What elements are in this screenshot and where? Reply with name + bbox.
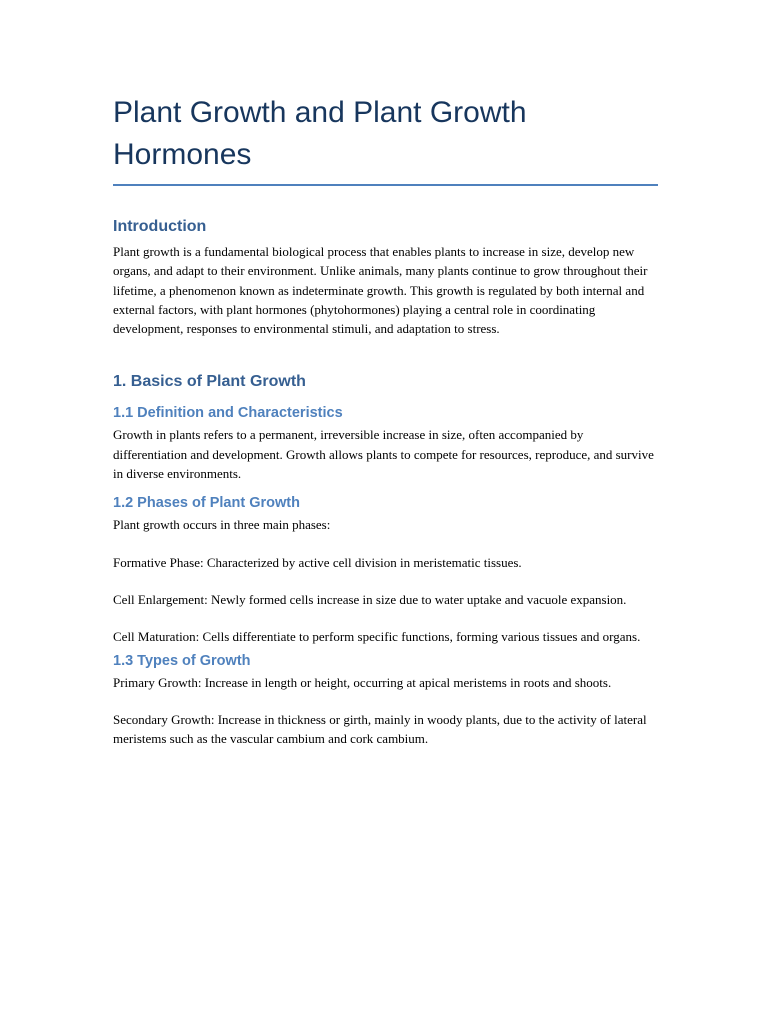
section-1-1-heading: 1.1 Definition and Characteristics [113, 405, 343, 422]
introduction-paragraph: Plant growth is a fundamental biological process that enables plants to increase in size, develop new organs, and adapt to their environment. Unlike animals, many plants continue to grow throughout their lifetime, a phenomenon known as indeterminate growth. This growth is regulated by both internal and external factors, with plant hormones (phytohormones) playing a central role in coordinating development, responses to environmental stimuli, and adaptation to stress. [113, 244, 648, 337]
section-1-2-intro: Plant growth occurs in three main phases: [113, 517, 331, 533]
section-1-2-heading: 1.2 Phases of Plant Growth [113, 495, 300, 512]
document-page [113, 92, 658, 748]
section-1-3-heading: 1.3 Types of Growth [113, 652, 251, 669]
growth-type-secondary: Secondary Growth: Increase in thickness or girth, mainly in woody plants, due to the activity of lateral meristems such as the vascular cambium and cork cambium. [113, 711, 647, 747]
introduction-heading: Introduction [113, 218, 207, 235]
phase-formative: Formative Phase: Characterized by active cell division in meristematic tissues. [113, 554, 522, 570]
phase-cell-enlargement: Cell Enlargement: Newly formed cells increase in size due to water uptake and vacuole expansion. [113, 591, 627, 607]
section-1-heading: 1. Basics of Plant Growth [113, 373, 306, 391]
phase-cell-maturation: Cell Maturation: Cells differentiate to perform specific functions, forming various tissues and organs. [113, 629, 641, 645]
document-title: Plant Growth and Plant Growth Hormones [113, 92, 658, 186]
section-1-1-paragraph: Growth in plants refers to a permanent, irreversible increase in size, often accompanied by differentiation and development. Growth allows plants to compete for resources, reproduce, and survive in diverse environments. [113, 427, 654, 482]
growth-type-primary: Primary Growth: Increase in length or height, occurring at apical meristems in roots and shoots. [113, 674, 612, 690]
